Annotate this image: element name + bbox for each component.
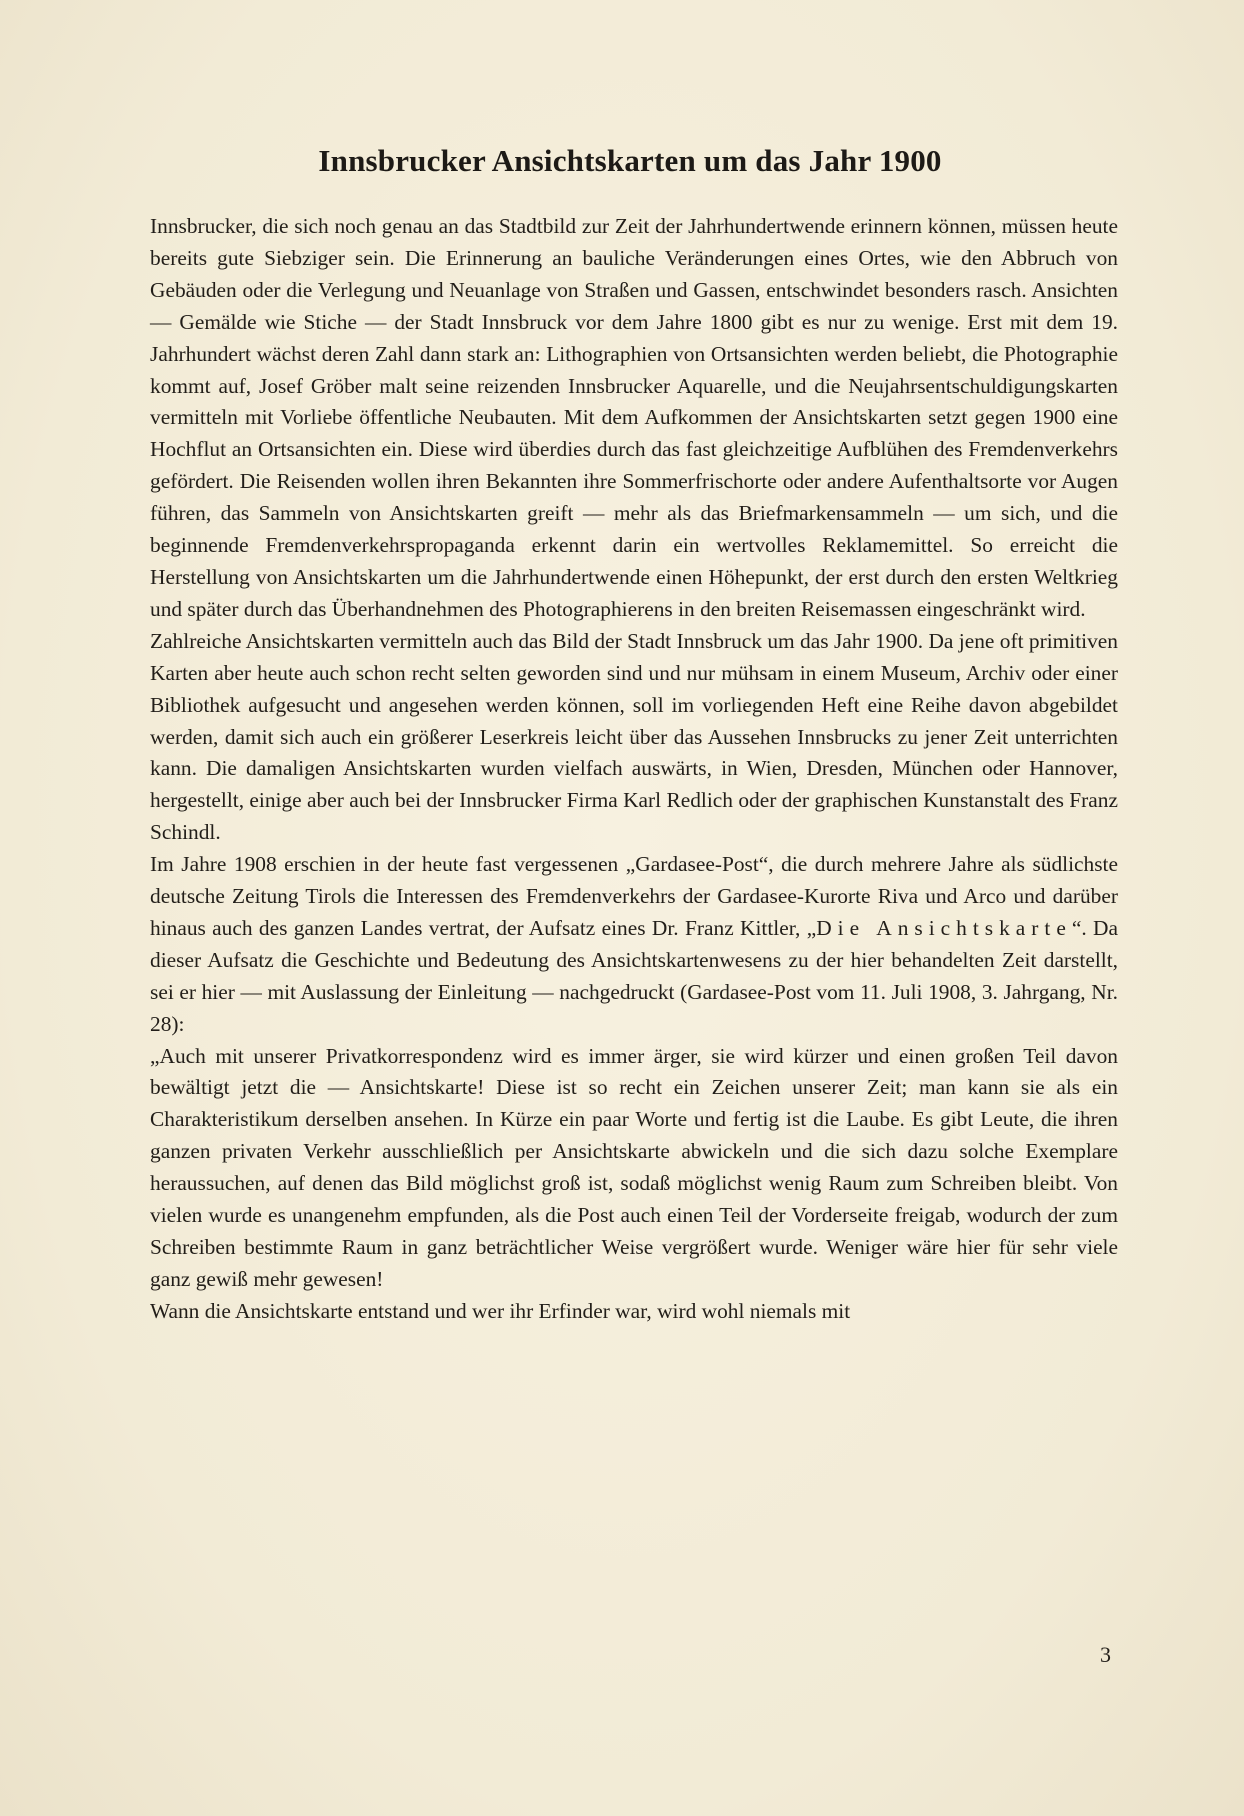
article-body (150, 211, 1118, 1328)
paragraph-3 (150, 849, 1118, 1040)
paragraph-3-text-after: “. Da dieser Aufsatz die Geschichte und Bedeutung des Ansichtskartenwesens zu der hier behandelten Zeit darstellt, sei er hier — mit Auslassung der Einleitung — nachgedruckt (Gardasee-Post vom 11. Juli 1908, 3. Jahrgang, Nr. 28): (150, 915, 1118, 1036)
paragraph-3-spaced-title: Die Ansichtskarte (816, 915, 1072, 940)
paragraph-1: Innsbrucker, die sich noch genau an das Stadtbild zur Zeit der Jahrhundertwende erinnern können, müssen heute bereits gute Siebziger sein. Die Erinnerung an bauliche Veränderungen eines Ortes, wie den Abbruch von Gebäuden oder die Verlegung und Neuanlage von Straßen und Gassen, entschwindet besonders rasch. Ansichten — Gemälde wie Stiche — der Stadt Innsbruck vor dem Jahre 1800 gibt es nur zu wenige. Erst mit dem 19. Jahrhundert wächst deren Zahl dann stark an: Lithographien von Ortsansichten werden beliebt, die Photographie kommt auf, Josef Gröber malt seine reizenden Innsbrucker Aquarelle, und die Neujahrsentschuldigungskarten vermitteln mit Vorliebe öffentliche Neubauten. Mit dem Aufkommen der Ansichtskarten setzt gegen 1900 eine Hochflut an Ortsansichten ein. Diese wird überdies durch das fast gleichzeitige Aufblühen des Fremdenverkehrs gefördert. Die Reisenden wollen ihren Bekannten ihre Sommerfrischorte oder andere Aufenthaltsorte vor Augen führen, das Sammeln von Ansichtskarten greift — mehr als das Briefmarkensammeln — um sich, und die beginnende Fremdenverkehrspropaganda erkennt darin ein wertvolles Reklamemittel. So erreicht die Herstellung von Ansichtskarten um die Jahrhundertwende einen Höhepunkt, der erst durch den ersten Weltkrieg und später durch das Überhandnehmen des Photographierens in den breiten Reisemassen eingeschränkt wird. (150, 214, 1118, 621)
page-number: 3 (1100, 1642, 1111, 1667)
paragraph-4-quote: „Auch mit unserer Privatkorrespondenz wird es immer ärger, sie wird kürzer und einen großen Teil davon bewältigt jetzt die — Ansichtskarte! Diese ist so recht ein Zeichen unserer Zeit; man kann sie als ein Charakteristikum derselben ansehen. In Kürze ein paar Worte und fertig ist die Laube. Es gibt Leute, die ihren ganzen privaten Verkehr ausschließlich per Ansichtskarte abwickeln und die sich dazu solche Exemplare heraussuchen, auf denen das Bild möglichst groß ist, sodaß möglichst wenig Raum zum Schreiben bleibt. Von vielen wurde es unangenehm empfunden, als die Post auch einen Teil der Vorderseite freigab, wodurch der zum Schreiben bestimmte Raum in ganz beträchtlicher Weise vergrößert wurde. Weniger wäre hier für sehr viele ganz gewiß mehr gewesen! (150, 1043, 1118, 1291)
page-title: Innsbrucker Ansichtskarten um das Jahr 1900 (318, 143, 942, 178)
paragraph-5: Wann die Ansichtskarte entstand und wer ihr Erfinder war, wird wohl niemals mit (150, 1298, 851, 1323)
paragraph-2: Zahlreiche Ansichtskarten vermitteln auch das Bild der Stadt Innsbruck um das Jahr 1900. Da jene oft primitiven Karten aber heute auch schon recht selten geworden sind und nur mühsam in einem Museum, Archiv oder einer Bibliothek aufgesucht und angesehen werden können, soll im vorliegenden Heft eine Reihe davon abgebildet werden, damit sich auch ein größerer Leserkreis leicht über das Aussehen Innsbrucks zu jener Zeit unterrichten kann. Die damaligen Ansichtskarten wurden vielfach auswärts, in Wien, Dresden, München oder Hannover, hergestellt, einige aber auch bei der Innsbrucker Firma Karl Redlich oder der graphischen Kunstanstalt des Franz Schindl. (150, 628, 1118, 845)
paragraph-3-text-before: Im Jahre 1908 erschien in der heute fast vergessenen „Gardasee-Post“, die durch mehrere Jahre als südlichste deutsche Zeitung Tirols die Interessen des Fremdenverkehrs der Gardasee-Kurorte Riva und Arco und darüber hinaus auch des ganzen Landes vertrat, der Aufsatz eines Dr. Franz Kittler, „ (150, 852, 1118, 940)
